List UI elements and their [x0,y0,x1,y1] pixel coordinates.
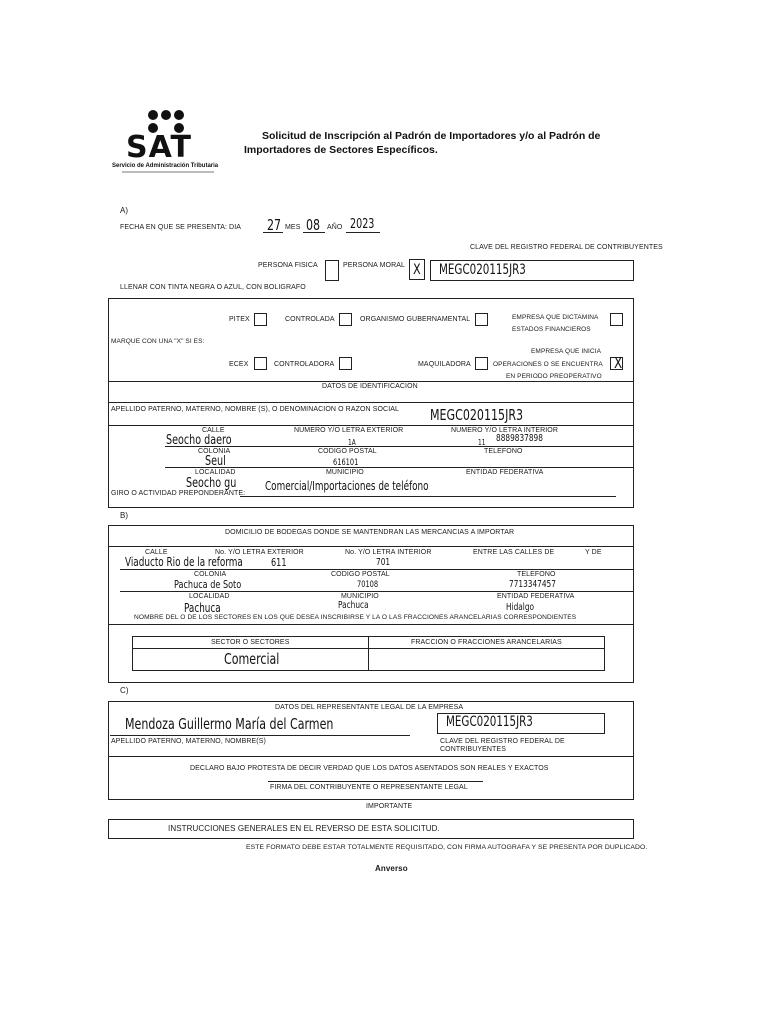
num-ext-label: NUMERO Y/O LETRA EXTERIOR [294,427,404,434]
divider [108,425,634,426]
b-entidad-label: ENTIDAD FEDERATIVA [497,593,575,600]
divider [108,624,634,625]
cp-value[interactable]: 616101 [333,458,359,468]
sectores-table-divider [368,636,369,671]
fecha-label: FECHA EN QUE SE PRESENTA: DIA [120,224,242,231]
fecha-dia[interactable]: 27 [267,216,282,234]
rep-apellido-label: APELLIDO PATERNO, MATERNO, NOMBRE(S) [111,738,266,745]
datos-rep-label: DATOS DEL REPRESENTANTE LEGAL DE LA EMPRESA [275,704,464,711]
rep-nombre-line [110,735,410,736]
b-entidad-value[interactable]: Hidalgo [506,602,535,613]
fecha-anio-line [346,232,380,233]
rep-nombre-value[interactable]: Mendoza Guillermo María del Carmen [125,715,334,733]
num-ext-value[interactable]: 1A [348,438,356,447]
sat-logo-subtitle: Servicio de Administración Tributaria [112,163,219,169]
sat-logo-text: SAT [126,130,192,165]
sector-value[interactable]: Comercial [224,650,280,668]
pitex-checkbox[interactable] [254,313,267,326]
divider [120,591,634,592]
pitex-label: PITEX [229,316,250,323]
maquiladora-label: MAQUILADORA [418,361,471,368]
divider [108,756,634,757]
form-title-line2: Importadores de Sectores Específicos. [244,144,438,156]
b-colonia-label: COLONIA [194,571,227,578]
municipio-label: MUNICIPIO [326,469,364,476]
b-calle-value[interactable]: Viaducto Rio de la reforma [125,555,243,569]
calle-label: CALLE [202,427,225,434]
controlada-label: CONTROLADA [285,316,335,323]
divider [165,467,634,468]
declaro-text: DECLARO BAJO PROTESTA DE DECIR VERDAD QUE LOS DATOS ASENTADOS SON REALES Y EXACTOS [190,765,549,772]
organismo-checkbox[interactable] [475,313,488,326]
ecex-checkbox[interactable] [254,357,267,370]
llenar-note: LLENAR CON TINTA NEGRA O AZUL, CON BOLIGRAFO [120,284,306,291]
empresa-inicia-mark: X [614,354,623,372]
rfc-value: MEGC020115JR3 [439,262,526,278]
fecha-anio[interactable]: 2023 [350,217,375,232]
b-localidad-label: LOCALIDAD [189,593,230,600]
sectores-instruction: NOMBRE DEL O DE LOS SECTORES EN LOS QUE DESEA INSCRIBIRSE Y LA O LAS FRACCIONES ARANCELARIAS CORRESPONDIENTES [134,614,577,621]
sat-logo-rule [122,171,214,173]
form-title [244,129,600,157]
section-b-heading: B) [120,511,129,520]
empresa-dictamina-checkbox[interactable] [610,313,623,326]
cp-label: CODIGO POSTAL [318,448,377,455]
controladora-label: CONTROLADORA [274,361,335,368]
fraccion-header: FRACCION O FRACCIONES ARANCELARIAS [411,639,562,646]
persona-fisica-label: PERSONA FISICA [258,262,318,269]
b-telefono-value[interactable]: 7713347457 [509,579,556,590]
num-int-label: NUMERO Y/O LETRA INTERIOR [451,427,558,434]
rep-clave-label-1: CLAVE DEL REGISTRO FEDERAL DE [440,738,565,745]
b-num-int-label: No. Y/O LETRA INTERIOR [345,549,432,556]
divider [120,569,634,570]
b-num-int-value[interactable]: 701 [376,557,391,568]
localidad-label: LOCALIDAD [195,469,236,476]
empresa-inicia-label-2: OPERACIONES O SE ENCUENTRA [493,361,603,368]
b-colonia-value[interactable]: Pachuca de Soto [174,578,242,591]
apellido-label: APELLIDO PATERNO, MATERNO, NOMBRE (S), O DENOMINACION O RAZON SOCIAL [111,406,399,413]
empresa-inicia-label-3: EN PERIODO PREOPERATIVO [506,373,602,380]
divider [108,546,634,547]
divider [108,381,634,382]
giro-value[interactable]: Comercial/Importaciones de teléfono [265,479,429,493]
marque-label: MARQUE CON UNA "X" SI ES: [111,338,205,345]
telefono-label: TELEFONO [484,448,523,455]
b-cp-value[interactable]: 70108 [357,580,379,590]
b-calle-label: CALLE [145,549,168,556]
b-municipio-value[interactable]: Pachuca [338,600,369,611]
fecha-mes-line [303,232,325,233]
b-municipio-label: MUNICIPIO [341,593,379,600]
localidad-value[interactable]: Seocho gu [186,476,237,491]
firma-label: FIRMA DEL CONTRIBUYENTE O REPRESENTANTE LEGAL [270,784,468,791]
b-num-ext-value[interactable]: 611 [271,556,287,569]
fecha-dia-line [263,232,283,233]
giro-label: GIRO O ACTIVIDAD PREPONDERANTE: [111,490,246,497]
colonia-label: COLONIA [198,448,231,455]
empresa-dictamina-label-1: EMPRESA QUE DICTAMINA [512,314,599,321]
persona-fisica-checkbox[interactable] [325,260,339,281]
calle-value[interactable]: Seocho daero [166,433,232,448]
divider [108,402,634,403]
organismo-label: ORGANISMO GUBERNAMENTAL [360,316,471,323]
anio-label: AÑO [327,224,343,231]
anverso-label: Anverso [375,864,408,873]
b-localidad-value[interactable]: Pachuca [184,601,221,615]
rep-clave-label-2: CONTRIBUYENTES [440,746,506,753]
razon-social-value[interactable]: MEGC020115JR3 [430,406,524,424]
rep-rfc-value: MEGC020115JR3 [446,714,533,730]
maquiladora-checkbox[interactable] [475,357,488,370]
instrucciones-text: INSTRUCCIONES GENERALES EN EL REVERSO DE ESTA SOLICITUD. [168,824,440,833]
empresa-inicia-label-1: EMPRESA QUE INICIA [531,348,602,355]
formato-note: ESTE FORMATO DEBE ESTAR TOTALMENTE REQUISITADO, CON FIRMA AUTOGRAFA Y SE PRESENTA POR DUPLICADO. [246,844,648,851]
section-a-heading: A) [120,206,129,215]
rfc-header: CLAVE DEL REGISTRO FEDERAL DE CONTRIBUYENTES [470,244,663,251]
empresa-dictamina-label-2: ESTADOS FINANCIEROS [512,326,591,333]
divider [165,446,634,447]
b-telefono-label: TELEFONO [517,571,556,578]
form-title-line1: Solicitud de Inscripción al Padrón de Importadores y/o al Padrón de [262,130,601,142]
b-cp-label: CODIGO POSTAL [331,571,390,578]
controladora-checkbox[interactable] [339,357,352,370]
domicilio-label: DOMICILIO DE BODEGAS DONDE SE MANTENDRAN LAS MERCANCIAS A IMPORTAR [225,529,515,536]
datos-ident-label: DATOS DE IDENTIFICACION [322,383,418,390]
persona-moral-label: PERSONA MORAL [343,262,405,269]
giro-line [240,496,616,497]
sat-logo [110,106,230,176]
firma-line [268,781,483,782]
mes-label: MES [285,224,301,231]
entidad-label: ENTIDAD FEDERATIVA [466,469,544,476]
telefono-value[interactable]: 8889837898 [496,433,543,444]
b-entre-label: ENTRE LAS CALLES DE [473,549,555,556]
num-int-value[interactable]: 11 [478,438,486,447]
sector-header: SECTOR O SECTORES [211,639,290,646]
persona-moral-mark: X [412,262,421,278]
section-c-heading: C) [120,686,129,695]
b-num-ext-label: No. Y/O LETRA EXTERIOR [215,549,304,556]
ecex-label: ECEX [229,361,249,368]
b-y-de-label: Y DE [585,549,602,556]
controlada-checkbox[interactable] [339,313,352,326]
fecha-mes[interactable]: 08 [306,216,321,234]
colonia-value[interactable]: Seul [205,454,226,469]
importante-label: IMPORTANTE [366,803,413,810]
